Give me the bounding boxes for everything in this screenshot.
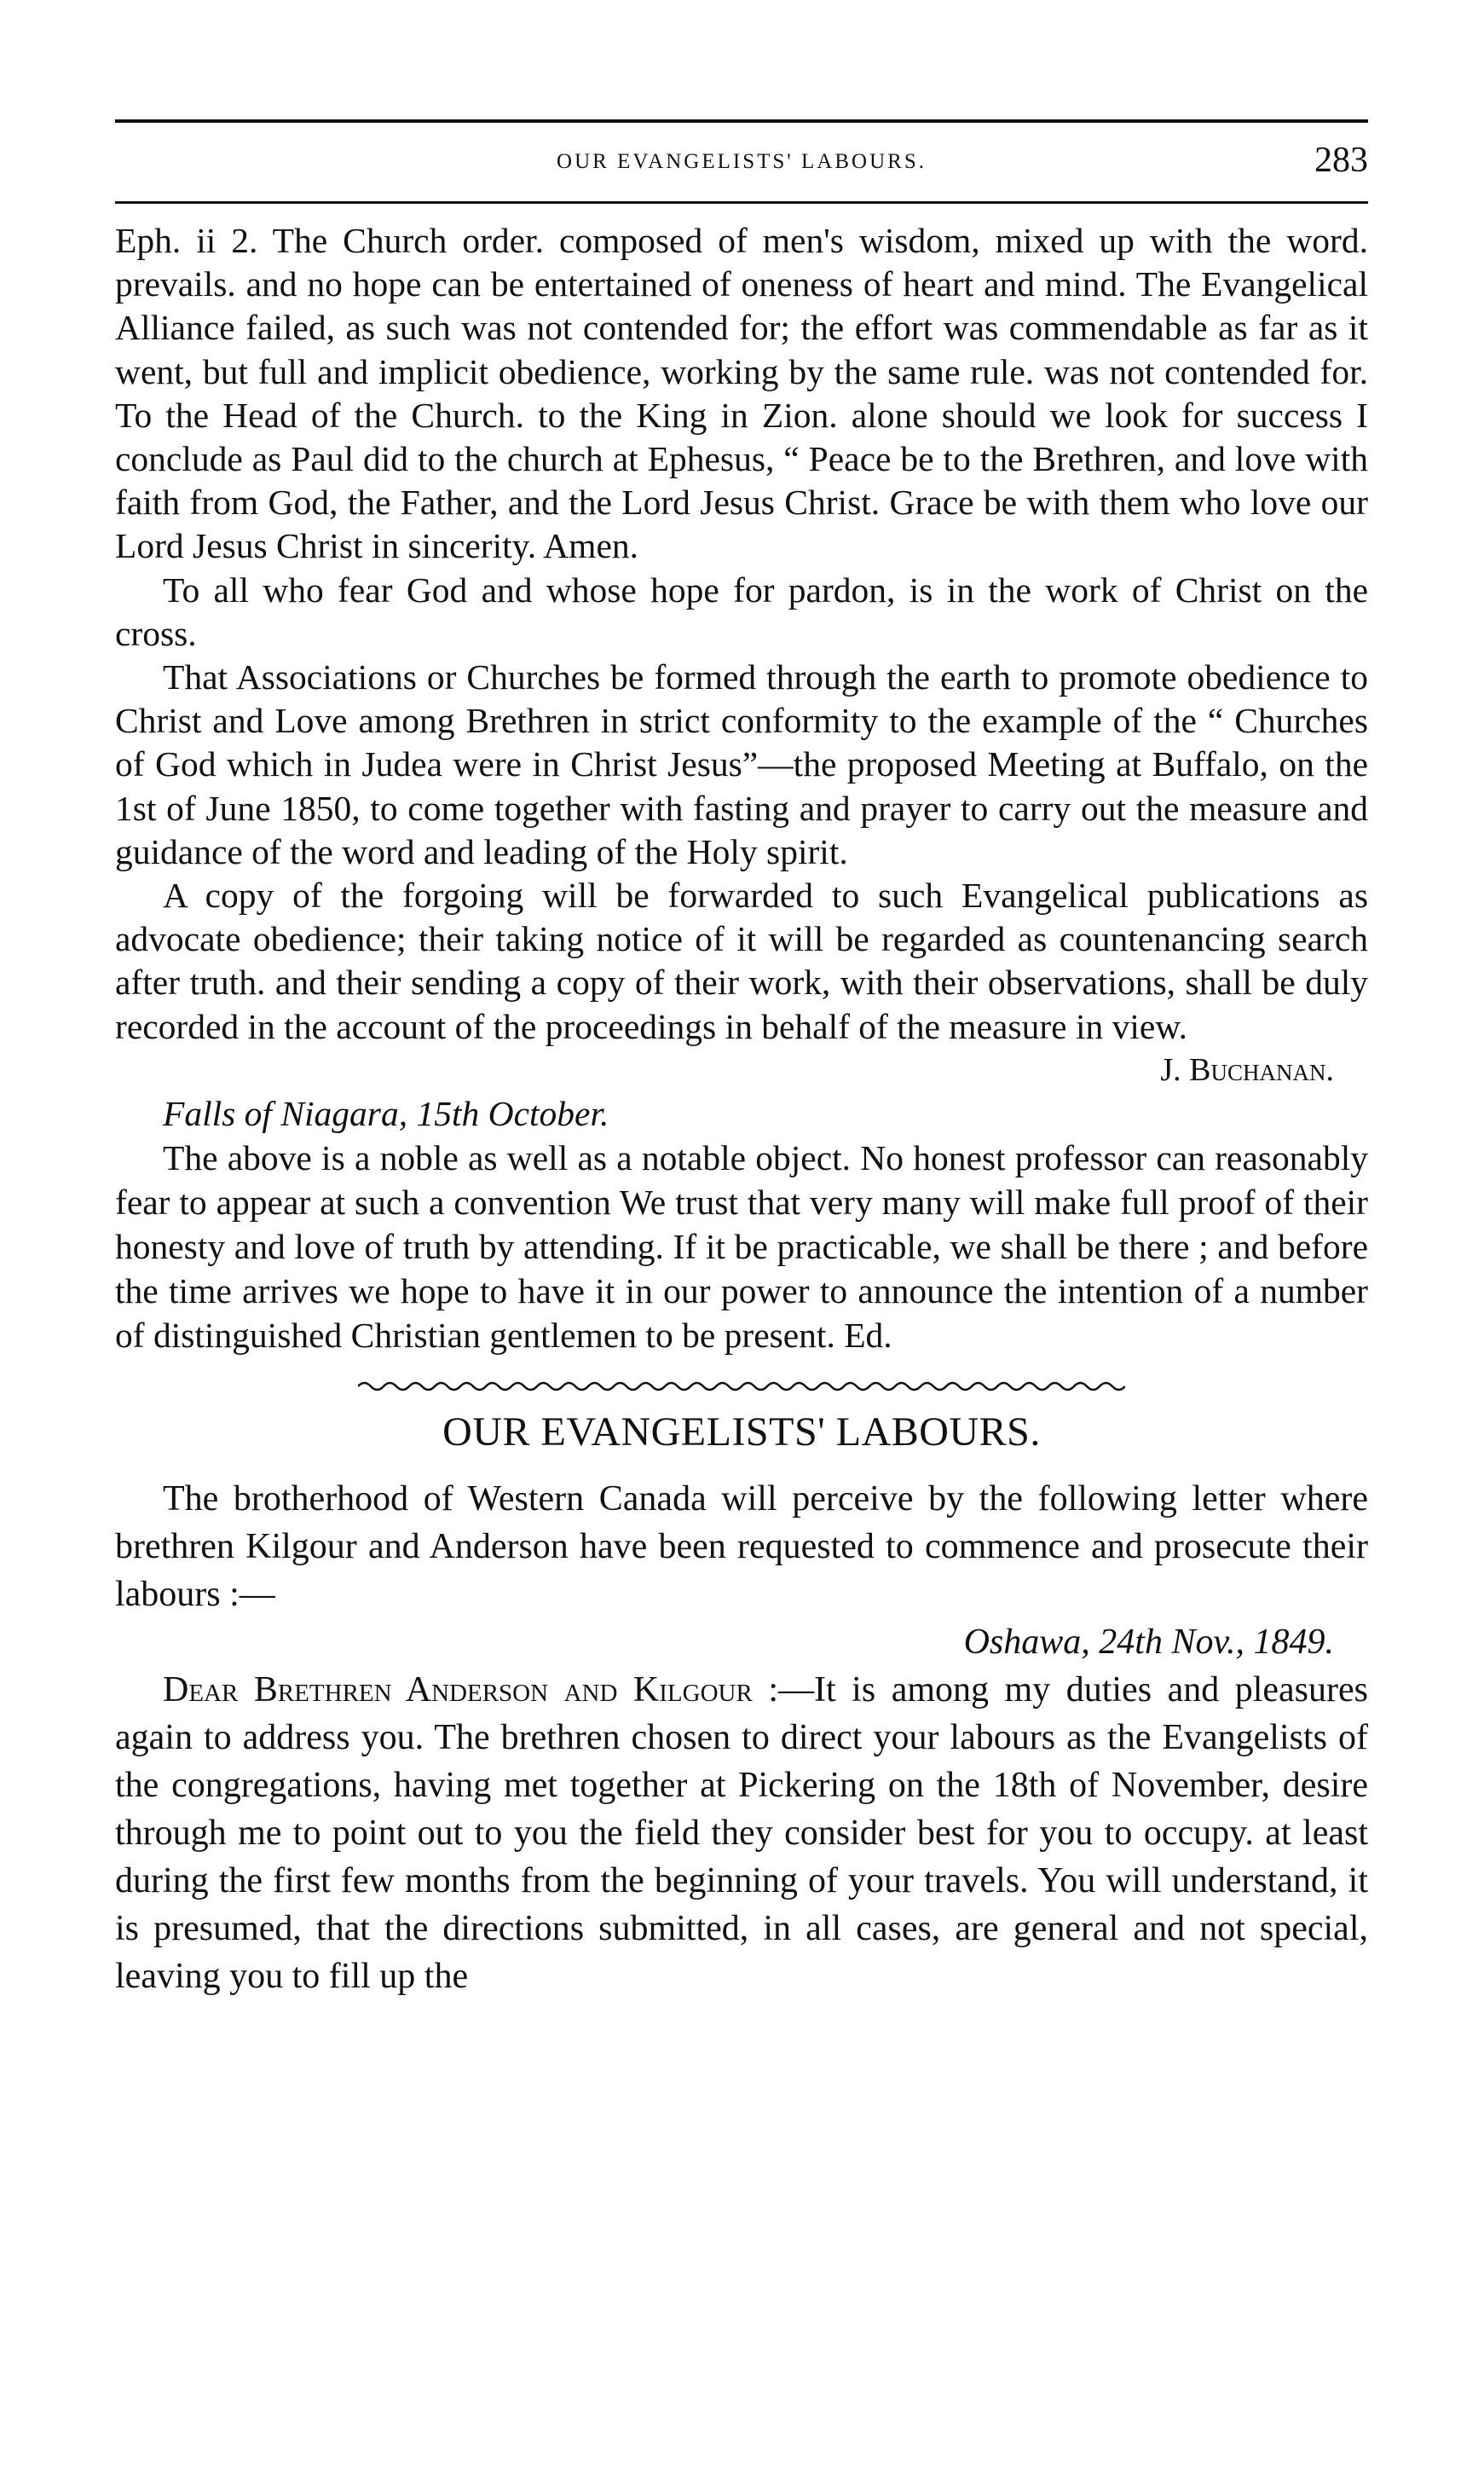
letter-date-text: Oshawa, 24th Nov., 1849. (963, 1623, 1334, 1663)
author-signature: J. Buchanan. (1160, 1051, 1334, 1088)
header-rule (115, 201, 1368, 204)
paragraph-continued: Eph. ii 2. The Church order. composed of men's wisdom, mixed up with the word. prevails. and no hope can be entertained of oneness of heart and mind. The Evangelical Alliance failed, as such was not contended for; the effort was commendable as far as it went, but full and implicit obedience, working by the same rule. was not contended for. To the Head of the Church. to the King in Zion. alone should we look for success I conclude as Paul did to the church at Ephesus, “ Peace be to the Brethren, and love with faith from God, the Father, and the Lord Jesus Christ. Grace be with them who love our Lord Jesus Christ in sincerity. Amen. (115, 221, 1368, 566)
editor-note: The above is a noble as well as a notable object. No honest professor can reasonably fear to appear at such a convention We trust that very many will make full proof of their honesty and love of truth by attending. If it be practicable, we shall be there ; and before the time arrives we hope to have it in our power to announce the intention of a number of distinguished Christian gentlemen to be present. Ed. (115, 1138, 1368, 1356)
letter-salutation: Dear Brethren Anderson and Kilgour :— (163, 1670, 814, 1710)
paragraph: A copy of the forgoing will be forwarded to such Evangelical publications as advocate obedience; their taking notice of it will be regarded as countenancing search after truth. and their sending a copy of their work, with their observations, shall be duly recorded in the account of the proceedings in behalf of the measure in view. (115, 876, 1368, 1046)
previous-article (115, 219, 1368, 1357)
top-rule (115, 119, 1368, 123)
wavy-divider-ornament (358, 1378, 1125, 1395)
letter-body-text: It is among my duties and pleasures again to address you. The brethren chosen to direct your labours as the Evangelists of the congregations, having met together at Pickering on the 18th of November, desire through me to point out to you the field they consider best for you to occupy. at least during the first few months from the beginning of your travels. You will understand, it is presumed, that the directions submitted, in all cases, are general and not special, leaving you to fill up the (115, 1670, 1368, 1997)
section-title: OUR EVANGELISTS' LABOURS. (442, 1409, 1041, 1455)
running-header (115, 135, 1368, 201)
letter-paragraph (115, 1666, 1368, 2000)
paragraph: That Associations or Churches be formed through the earth to promote obedience to Christ and Love among Brethren in strict conformity to the example of the “ Churches of God which in Judea were in Christ Jesus”—the proposed Meeting at Buffalo, on the 1st of June 1850, to come together with fasting and prayer to carry out the measure and guidance of the word and leading of the Holy spirit. (115, 657, 1368, 871)
article-body (115, 1475, 1368, 2000)
page-number: 283 (1314, 141, 1368, 180)
dateline: Falls of Niagara, 15th October. (163, 1094, 609, 1134)
paragraph: To all who fear God and whose hope for pardon, is in the work of Christ on the cross. (115, 570, 1368, 653)
book-page (115, 119, 1368, 2000)
letter-date (115, 1618, 1368, 1666)
article-intro: The brotherhood of Western Canada will perceive by the following letter where brethren Kilgour and Anderson have been requested to commence and prosecute their labours :— (115, 1479, 1368, 1615)
running-title: OUR EVANGELISTS' LABOURS. (557, 150, 927, 173)
